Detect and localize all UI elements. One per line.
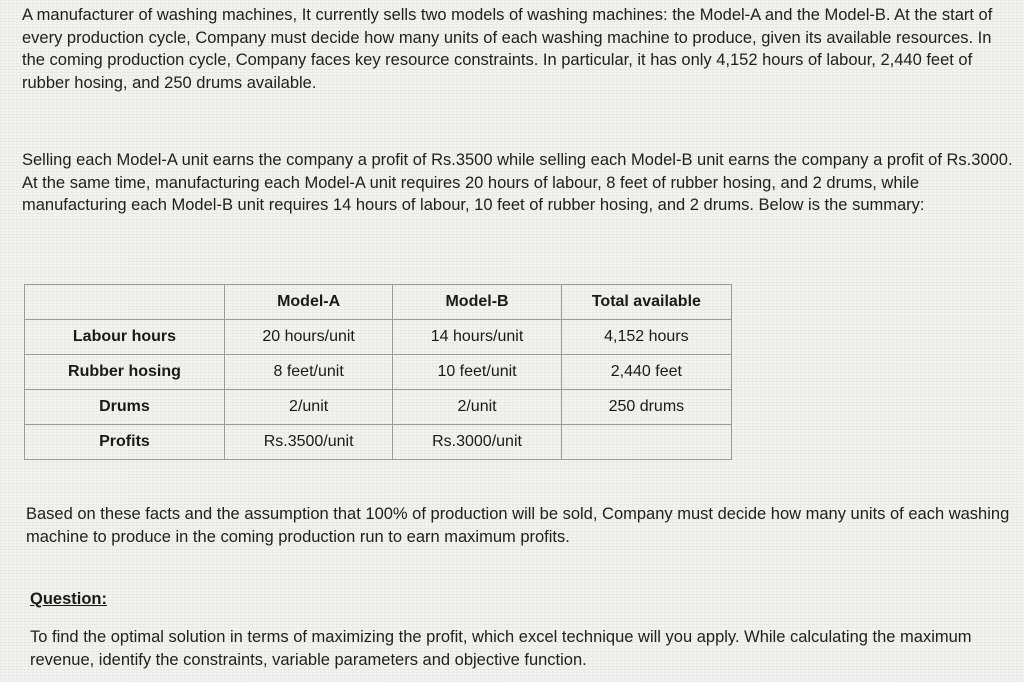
cell-labour-model-b: 14 hours/unit [393, 320, 561, 355]
summary-table [24, 284, 732, 460]
cell-profits-model-a: Rs.3500/unit [224, 425, 392, 460]
table-header-row [25, 285, 732, 320]
cell-profits-model-b: Rs.3000/unit [393, 425, 561, 460]
cell-labour-total: 4,152 hours [561, 320, 731, 355]
profit-paragraph: Selling each Model-A unit earns the company a profit of Rs.3500 while selling each Model-B unit earns the company a profit of Rs.3000. At the same time, manufacturing each Model-A unit requires 20 hours of labour, 8 feet of rubber hosing, and 2 drums, while manufacturing each Model-B unit requires 14 hours of labour, 10 feet of rubber hosing, and 2 drums. Below is the summary: [22, 151, 1013, 214]
cell-rubber-model-b: 10 feet/unit [393, 355, 561, 390]
table-row [25, 390, 732, 425]
table-header-empty [25, 285, 225, 320]
cell-rubber-total: 2,440 feet [561, 355, 731, 390]
table-row [25, 320, 732, 355]
assumption-paragraph: Based on these facts and the assumption that 100% of production will be sold, Company must decide how many units of each washing machine to produce in the coming production run to earn maximum profits. [26, 505, 1010, 546]
cell-profits-total [561, 425, 731, 460]
cell-drums-model-b: 2/unit [393, 390, 561, 425]
table-header-model-b: Model-B [393, 285, 561, 320]
table-row [25, 355, 732, 390]
row-label-labour: Labour hours [25, 320, 225, 355]
question-text: To find the optimal solution in terms of maximizing the profit, which excel technique will you apply. While calculating the maximum revenue, identify the constraints, variable parameters and objective function. [30, 628, 972, 669]
cell-drums-total: 250 drums [561, 390, 731, 425]
cell-drums-model-a: 2/unit [224, 390, 392, 425]
cell-rubber-model-a: 8 feet/unit [224, 355, 392, 390]
cell-labour-model-a: 20 hours/unit [224, 320, 392, 355]
row-label-profits: Profits [25, 425, 225, 460]
row-label-drums: Drums [25, 390, 225, 425]
table-row [25, 425, 732, 460]
question-label: Question: [30, 590, 107, 608]
row-label-rubber: Rubber hosing [25, 355, 225, 390]
intro-paragraph: A manufacturer of washing machines, It currently sells two models of washing machines: the Model-A and the Model-B. At the start of every production cycle, Company must decide how many units of each washing machine to produce, given its available resources. In the coming production cycle, Company faces key resource constraints. In particular, it has only 4,152 hours of labour, 2,440 feet of rubber hosing, and 250 drums available. [22, 6, 993, 92]
table-header-total: Total available [561, 285, 731, 320]
table-header-model-a: Model-A [224, 285, 392, 320]
